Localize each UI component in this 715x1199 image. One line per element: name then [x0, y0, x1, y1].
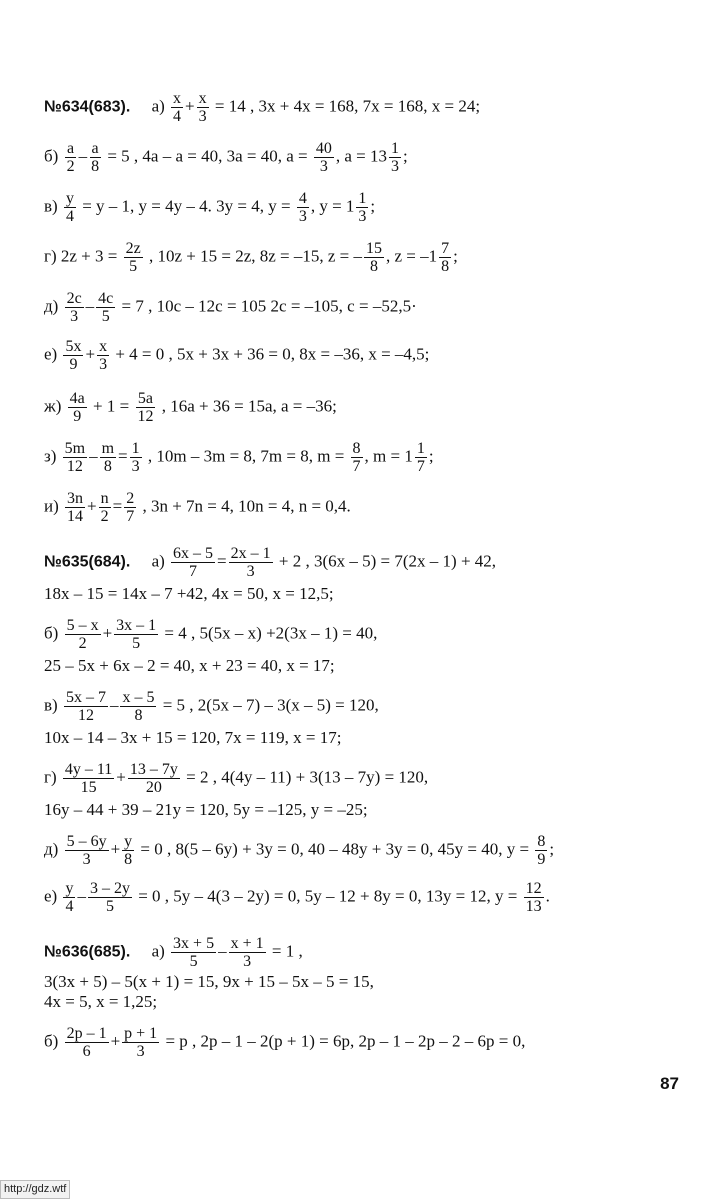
problem-635-a-line2: 18x – 15 = 14x – 7 +42, 4x = 50, x = 12,5;: [44, 584, 334, 603]
problem-635-b-line2: 25 – 5x + 6x – 2 = 40, x + 23 = 40, x = 17;: [44, 656, 335, 675]
problem-number-635: №635(684).: [44, 553, 131, 571]
fraction: $\frac{40}{3}$: [315, 140, 332, 175]
problem-635-v-line2: 10x – 14 – 3x + 15 = 120, 7x = 119, x = 17;: [44, 728, 342, 747]
fraction: $\frac{y}{4}$: [65, 190, 74, 225]
fraction: $\frac{1}{3}$: [390, 140, 399, 175]
fraction: $\frac{5 - 6y}{3}$: [66, 833, 107, 868]
fraction: $\frac{7}{8}$: [441, 240, 450, 275]
equation-text: , 10m – 3m = 8, 7m = 8, m =: [147, 446, 345, 466]
equation-text: , 3n + 7n = 4, 10n = 4, n = 0,4.: [142, 496, 351, 516]
equation-text: = 7 , 10c – 12c = 105 2c = –105, c = –52,5·: [121, 296, 417, 316]
fraction: $\frac{1}{3}$: [131, 440, 140, 475]
problem-634-g: г) 2z + 3 = $\frac{2z}{5}$ , 10z + 15 = 2z, 8z = –15, z = – $\frac{15}{8}$ , z = –1 $\frac{7}{8}$ ;: [44, 240, 458, 275]
fraction: $\frac{n}{2}$: [100, 490, 109, 525]
equation-text: + 1 =: [93, 396, 130, 416]
problem-634-b: б) $\frac{a}{2}$ – $\frac{a}{8}$ = 5 , 4a – a = 40, 3a = 40, a = $\frac{40}{3}$ , a = 13 $\frac{1}{3}$ ;: [44, 140, 408, 175]
fraction: $\frac{x + 1}{3}$: [230, 935, 264, 970]
problem-635-g-line2: 16y – 44 + 39 – 21y = 120, 5y = –125, y = –25;: [44, 800, 368, 819]
fraction: $\frac{4c}{5}$: [98, 290, 114, 325]
problem-635-g: г) $\frac{4y - 11}{15}$ + $\frac{13 - 7y}{20}$ = 2 , 4(4y – 11) + 3(13 – 7y) = 120,: [44, 761, 429, 796]
problem-634-v: в) $\frac{y}{4}$ = y – 1, y = 4y – 4. 3y = 4, y = $\frac{4}{3}$ , y = 1 $\frac{1}{3}$ ;: [44, 190, 376, 225]
item-label: и): [44, 496, 59, 516]
fraction: $\frac{x}{4}$: [173, 90, 182, 125]
equation-text: , m = 1: [364, 446, 413, 466]
item-label: ж): [44, 396, 62, 416]
fraction: $\frac{2x - 1}{3}$: [230, 545, 271, 580]
equation-text: = 14 , 3x + 4x = 168, 7x = 168, x = 24;: [214, 96, 481, 116]
fraction: $\frac{a}{8}$: [91, 140, 100, 175]
equation-text: = 0 , 8(5 – 6y) + 3y = 0, 40 – 48y + 3y = 0, 45y = 40, y =: [140, 839, 530, 859]
fraction: $\frac{5a}{12}$: [137, 390, 154, 425]
problem-635-d: д) $\frac{5 - 6y}{3}$ + $\frac{y}{8}$ = 0 , 8(5 – 6y) + 3y = 0, 40 – 48y + 3y = 0, 45y = 40, y = $\frac{8}{9}$ ;: [44, 833, 555, 868]
problem-636-b: б) $\frac{2p - 1}{6}$ + $\frac{p + 1}{3}$ = p , 2p – 1 – 2(p + 1) = 6p, 2p – 1 – 2p – 2 – 6p = 0,: [44, 1025, 526, 1060]
problem-636-a: №636(685). а) $\frac{3x + 5}{5}$ – $\frac{x + 1}{3}$ = 1 ,: [44, 935, 303, 970]
fraction: $\frac{y}{8}$: [124, 833, 133, 868]
equation-text: = 5 , 2(5x – 7) – 3(x – 5) = 120,: [162, 695, 379, 715]
item-label: в): [44, 196, 58, 216]
fraction: $\frac{a}{2}$: [66, 140, 75, 175]
item-label: д): [44, 839, 59, 859]
item-label: б): [44, 146, 59, 166]
equation-text: = y – 1, y = 4y – 4. 3y = 4, y =: [82, 196, 291, 216]
fraction: $\frac{1}{7}$: [416, 440, 425, 475]
equation-text: , z = –1: [386, 246, 438, 266]
equation-text: , 16a + 36 = 15a, a = –36;: [161, 396, 337, 416]
fraction: $\frac{8}{7}$: [352, 440, 361, 475]
fraction: $\frac{8}{9}$: [537, 833, 546, 868]
fraction: $\frac{5 - x}{2}$: [66, 617, 99, 652]
item-label: а): [151, 941, 165, 961]
problem-number-634: №634(683).: [44, 98, 131, 116]
problem-634-zh: [44, 390, 337, 425]
problem-634-d: д) $\frac{2c}{3}$ – $\frac{4c}{5}$ = 7 , 10c – 12c = 105 2c = –105, c = –52,5·: [44, 290, 417, 325]
equation-text: = 4 , 5(5x – x) +2(3x – 1) = 40,: [164, 623, 378, 643]
item-label: б): [44, 623, 59, 643]
problem-number-636: №636(685).: [44, 943, 131, 961]
item-label: д): [44, 296, 59, 316]
item-label: б): [44, 1031, 59, 1051]
equation-text: = p , 2p – 1 – 2(p + 1) = 6p, 2p – 1 – 2p – 2 – 6p = 0,: [165, 1031, 526, 1051]
item-label: г): [44, 246, 57, 266]
fraction: $\frac{4}{3}$: [298, 190, 307, 225]
equation-text: , y = 1: [310, 196, 355, 216]
problem-636-a-line3: 4x = 5, x = 1,25;: [44, 992, 158, 1011]
item-label: е): [44, 886, 58, 906]
fraction: $\frac{1}{3}$: [358, 190, 367, 225]
fraction: $\frac{2z}{5}$: [125, 240, 141, 275]
equation-text: = 5 , 4a – a = 40, 3a = 40, a =: [107, 146, 308, 166]
equation-text: 2z + 3 =: [60, 246, 118, 266]
fraction: $\frac{2p - 1}{6}$: [66, 1025, 107, 1060]
fraction: $\frac{3n}{14}$: [67, 490, 84, 525]
problem-635-b: б) $\frac{5 - x}{2}$ + $\frac{3x - 1}{5}$ = 4 , 5(5x – x) +2(3x – 1) = 40,: [44, 617, 378, 652]
equation-text: + 2 , 3(6x – 5) = 7(2x – 1) + 42,: [278, 551, 497, 571]
fraction: $\frac{5x - 7}{12}$: [65, 689, 106, 724]
equation-text: , 10z + 15 = 2z, 8z = –15, z = –: [148, 246, 363, 266]
equation-text: = 0 , 5y – 4(3 – 2y) = 0, 5y – 12 + 8y = 0, 13y = 12, y =: [138, 886, 518, 906]
problem-635-v: в) $\frac{5x - 7}{12}$ – $\frac{x - 5}{8}$ = 5 , 2(5x – 7) – 3(x – 5) = 120,: [44, 689, 379, 724]
equation-text: , a = 13: [335, 146, 387, 166]
item-label: а): [151, 551, 165, 571]
fraction: $\frac{2c}{3}$: [66, 290, 82, 325]
fraction: $\frac{5x}{9}$: [65, 338, 82, 373]
fraction: $\frac{4a}{9}$: [69, 390, 85, 425]
fraction: $\frac{3x + 5}{5}$: [173, 935, 215, 970]
fraction: $\frac{15}{8}$: [366, 240, 383, 275]
problem-634-z: з) $\frac{5m}{12}$ – $\frac{m}{8}$ = $\frac{1}{3}$ , 10m – 3m = 8, 7m = 8, m = $\frac{8}{7}$ , m = 1 $\frac{1}{7}$ ;: [44, 440, 434, 475]
fraction: $\frac{3 - 2y}{5}$: [89, 880, 130, 915]
fraction: $\frac{x - 5}{8}$: [122, 689, 155, 724]
problem-634-e: е) $\frac{5x}{9}$ + $\frac{x}{3}$ + 4 = 0 , 5x + 3x + 36 = 0, 8x = –36, x = –4,5;: [44, 338, 430, 373]
fraction: $\frac{3x - 1}{5}$: [116, 617, 157, 652]
equation-text: + 4 = 0 , 5x + 3x + 36 = 0, 8x = –36, x = –4,5;: [115, 344, 430, 364]
equation-text: = 1 ,: [271, 941, 303, 961]
fraction: $\frac{x}{3}$: [99, 338, 108, 373]
fraction: $\frac{m}{8}$: [101, 440, 115, 475]
fraction: $\frac{6x - 5}{7}$: [173, 545, 214, 580]
problem-635-a: №635(684). а) $\frac{6x - 5}{7}$ = $\frac{2x - 1}{3}$ + 2 , 3(6x – 5) = 7(2x – 1) + 42,: [44, 545, 497, 580]
fraction: $\frac{13 - 7y}{20}$: [129, 761, 178, 796]
problem-634-i: и) $\frac{3n}{14}$ + $\frac{n}{2}$ = $\frac{2}{7}$ , 3n + 7n = 4, 10n = 4, n = 0,4.: [44, 490, 351, 525]
fraction: $\frac{x}{3}$: [198, 90, 207, 125]
fraction: $\frac{4y - 11}{15}$: [64, 761, 113, 796]
page-number: 87: [660, 1074, 679, 1093]
item-label: г): [44, 767, 57, 787]
fraction: $\frac{5m}{12}$: [64, 440, 86, 475]
fraction: $\frac{12}{13}$: [525, 880, 542, 915]
fraction: $\frac{2}{7}$: [126, 490, 135, 525]
equation-text: = 2 , 4(4y – 11) + 3(13 – 7y) = 120,: [186, 767, 429, 787]
watermark-link[interactable]: http://gdz.wtf: [0, 1180, 70, 1199]
problem-636-a-line2: 3(3x + 5) – 5(x + 1) = 15, 9x + 15 – 5x – 5 = 15,: [44, 972, 374, 991]
problem-634-a: №634(683). а) $\frac{x}{4}$ + $\frac{x}{3}$ = 14 , 3x + 4x = 168, 7x = 168, x = 24;: [44, 90, 481, 125]
item-label: а): [151, 96, 165, 116]
fraction: $\frac{y}{4}$: [65, 880, 74, 915]
item-label: е): [44, 344, 58, 364]
item-label: з): [44, 446, 57, 466]
problem-635-e: е) $\frac{y}{4}$ – $\frac{3 - 2y}{5}$ = 0 , 5y – 4(3 – 2y) = 0, 5y – 12 + 8y = 0, 13y = 12, y = $\frac{12}{13}$ .: [44, 880, 550, 915]
item-label: в): [44, 695, 58, 715]
fraction: $\frac{p + 1}{3}$: [124, 1025, 158, 1060]
